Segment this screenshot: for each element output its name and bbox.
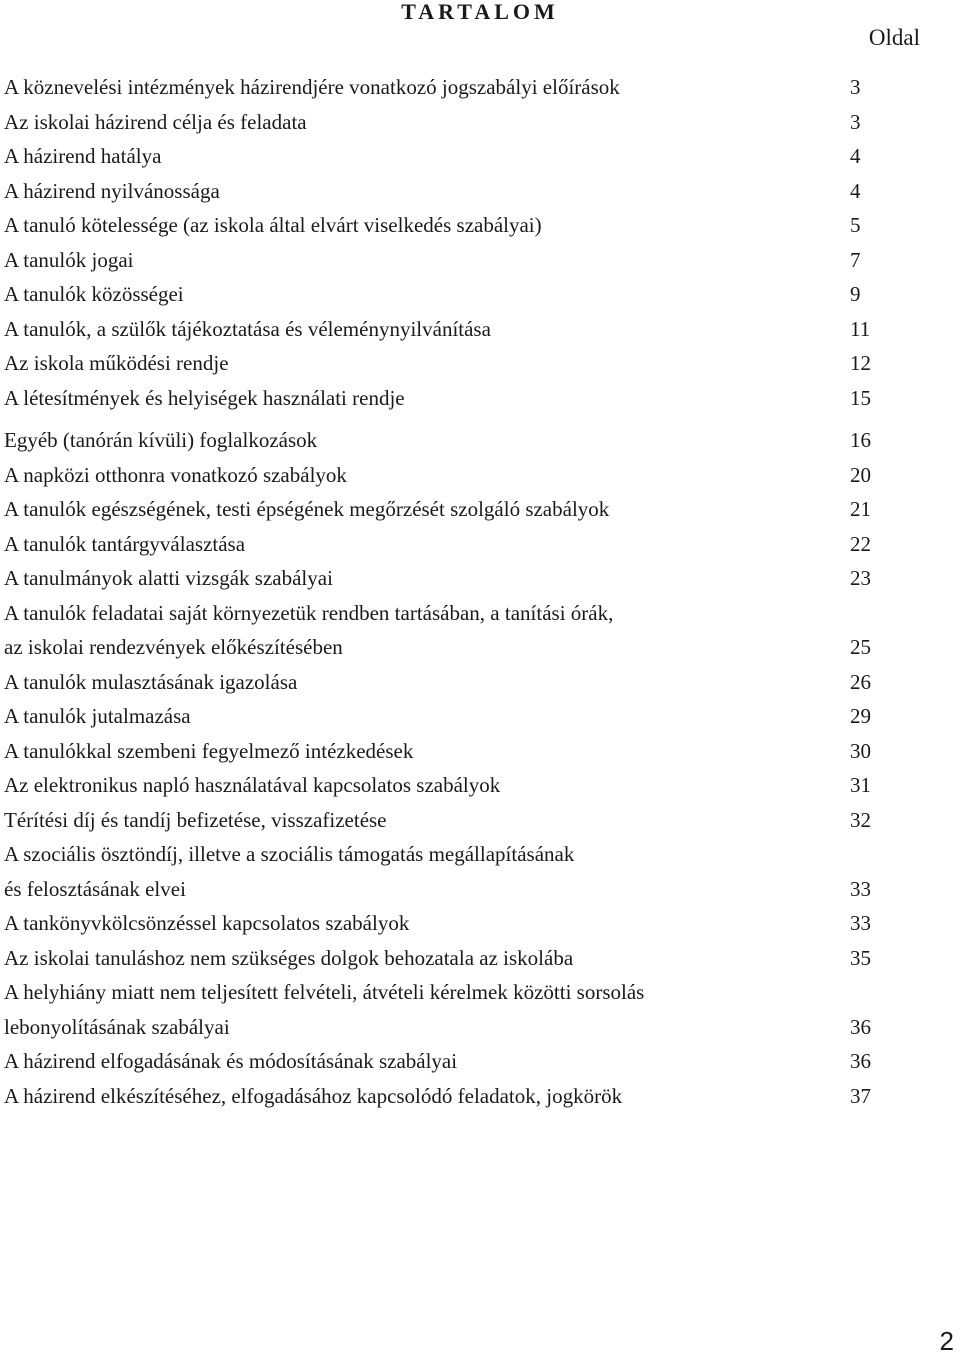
toc-entry — [4, 699, 904, 734]
toc-entry-title: A napközi otthonra vonatkozó szabályok — [4, 462, 347, 487]
toc-entry — [4, 312, 904, 347]
toc-entry — [4, 174, 904, 209]
toc-entry-page: 12 — [850, 351, 871, 375]
toc-entry-title: A tanulók egészségének, testi épségének megőrzését szolgáló szabályok — [4, 497, 610, 521]
toc-entry-page: 32 — [850, 807, 871, 832]
toc-entry-page: 37 — [850, 1083, 871, 1108]
toc-entry — [4, 665, 904, 700]
toc-entry — [4, 803, 904, 838]
toc-entry-page: 15 — [850, 385, 871, 410]
toc-entry-title: A házirend hatálya — [4, 144, 162, 168]
toc-entry-title: A házirend elkészítéséhez, elfogadásához kapcsolódó feladatok, jogkörök — [4, 1083, 623, 1108]
toc-entry — [4, 423, 904, 458]
toc-entry-title: lebonyolításának szabályai — [4, 1014, 230, 1039]
toc-entry-title: Az iskola működési rendje — [4, 351, 229, 375]
toc-entry-title: az iskolai rendezvények előkészítésében — [4, 635, 343, 659]
toc-entry-page: 9 — [850, 282, 861, 306]
toc-entry — [4, 1079, 904, 1114]
toc-entry-page: 26 — [850, 669, 871, 694]
toc-entry — [4, 381, 904, 416]
toc-entry-title: A köznevelési intézmények házirendjére vonatkozó jogszabályi előírások — [4, 75, 620, 99]
toc-entry — [4, 975, 904, 1044]
toc-entry — [4, 561, 904, 596]
toc-entry-title: A szociális ösztöndíj, illetve a szociális támogatás megállapításának — [4, 842, 575, 866]
toc-entry — [4, 70, 904, 105]
toc-entry-title: A házirend elfogadásának és módosításának szabályai — [4, 1049, 458, 1073]
toc-entry-title: A tanulmányok alatti vizsgák szabályai — [4, 566, 333, 590]
toc-entry-title: A tanulók közösségei — [4, 282, 184, 306]
toc-entry-title: A létesítmények és helyiségek használati rendje — [4, 385, 405, 410]
toc-entry-page: 33 — [850, 911, 871, 935]
toc-entry — [4, 906, 904, 941]
toc-entry-title: Egyéb (tanórán kívüli) foglalkozások — [4, 428, 318, 452]
toc-entry — [4, 277, 904, 312]
toc-entry — [4, 208, 904, 243]
toc-entry — [4, 837, 904, 906]
toc-entry-page: 3 — [850, 75, 861, 99]
toc-entry-title: A tanulók feladatai saját környezetük rendben tartásában, a tanítási órák, — [4, 600, 614, 625]
toc-entry-title: A házirend nyilvánossága — [4, 178, 220, 203]
toc-entry-title: és felosztásának elvei — [4, 876, 186, 901]
toc-entry-page: 23 — [850, 566, 871, 590]
toc-entry-page: 22 — [850, 531, 871, 556]
toc-entry-title: Az elektronikus napló használatával kapcsolatos szabályok — [4, 773, 501, 797]
toc-entry-title: A tanuló kötelessége (az iskola által elvárt viselkedés szabályai) — [4, 213, 542, 237]
toc-entry-page: 16 — [850, 428, 871, 452]
toc-entry-page: 11 — [850, 316, 871, 341]
toc-entry — [4, 458, 904, 493]
toc-entry-page: 35 — [850, 945, 871, 970]
toc-entry-page: 33 — [850, 876, 871, 901]
page-title: TARTALOM — [401, 0, 559, 24]
toc-entry-title: A tanulók tantárgyválasztása — [4, 531, 246, 556]
toc-entry-title: A tankönyvkölcsönzéssel kapcsolatos szabályok — [4, 911, 410, 935]
toc-entry — [4, 243, 904, 278]
toc-entry — [4, 139, 904, 174]
toc-entry-page: 25 — [850, 635, 871, 659]
toc-entry — [4, 346, 904, 381]
toc-entry — [4, 768, 904, 803]
toc-entry-page: 20 — [850, 462, 871, 487]
toc-entry-page: 4 — [850, 144, 861, 168]
toc-entry-page: 5 — [850, 213, 861, 237]
toc-entry-title: Az iskolai házirend célja és feladata — [4, 109, 307, 134]
toc-entry-page: 21 — [850, 497, 871, 521]
toc-entry-title: A tanulók jutalmazása — [4, 704, 191, 728]
toc-entry-page: 29 — [850, 704, 871, 728]
toc-entry-page: 3 — [850, 109, 861, 134]
toc-entry-page: 31 — [850, 773, 871, 797]
toc-entry-page: 30 — [850, 738, 871, 763]
page-number: 2 — [939, 1326, 954, 1356]
toc-entry-page: 7 — [850, 247, 861, 272]
toc-entry — [4, 734, 904, 769]
toc-entry-title: A tanulókkal szembeni fegyelmező intézkedések — [4, 738, 414, 763]
table-of-contents — [4, 70, 904, 1113]
toc-entry-title: A tanulók jogai — [4, 247, 134, 272]
toc-entry-page: 36 — [850, 1049, 871, 1073]
toc-entry-title: A tanulók, a szülők tájékoztatása és véleménynyilvánítása — [4, 316, 491, 341]
toc-entry — [4, 941, 904, 976]
toc-entry — [4, 1044, 904, 1079]
toc-entry — [4, 596, 904, 665]
toc-entry — [4, 527, 904, 562]
page-column-header: Oldal — [868, 25, 920, 50]
toc-entry-page: 4 — [850, 178, 861, 203]
toc-entry — [4, 105, 904, 140]
toc-entry-title: A helyhiány miatt nem teljesített felvételi, átvételi kérelmek közötti sorsolás — [4, 980, 645, 1004]
toc-entry-title: Az iskolai tanuláshoz nem szükséges dolgok behozatala az iskolába — [4, 945, 574, 970]
toc-entry-page: 36 — [850, 1014, 871, 1039]
toc-entry — [4, 492, 904, 527]
toc-entry-title: Térítési díj és tandíj befizetése, visszafizetése — [4, 807, 387, 832]
toc-entry-title: A tanulók mulasztásának igazolása — [4, 669, 298, 694]
